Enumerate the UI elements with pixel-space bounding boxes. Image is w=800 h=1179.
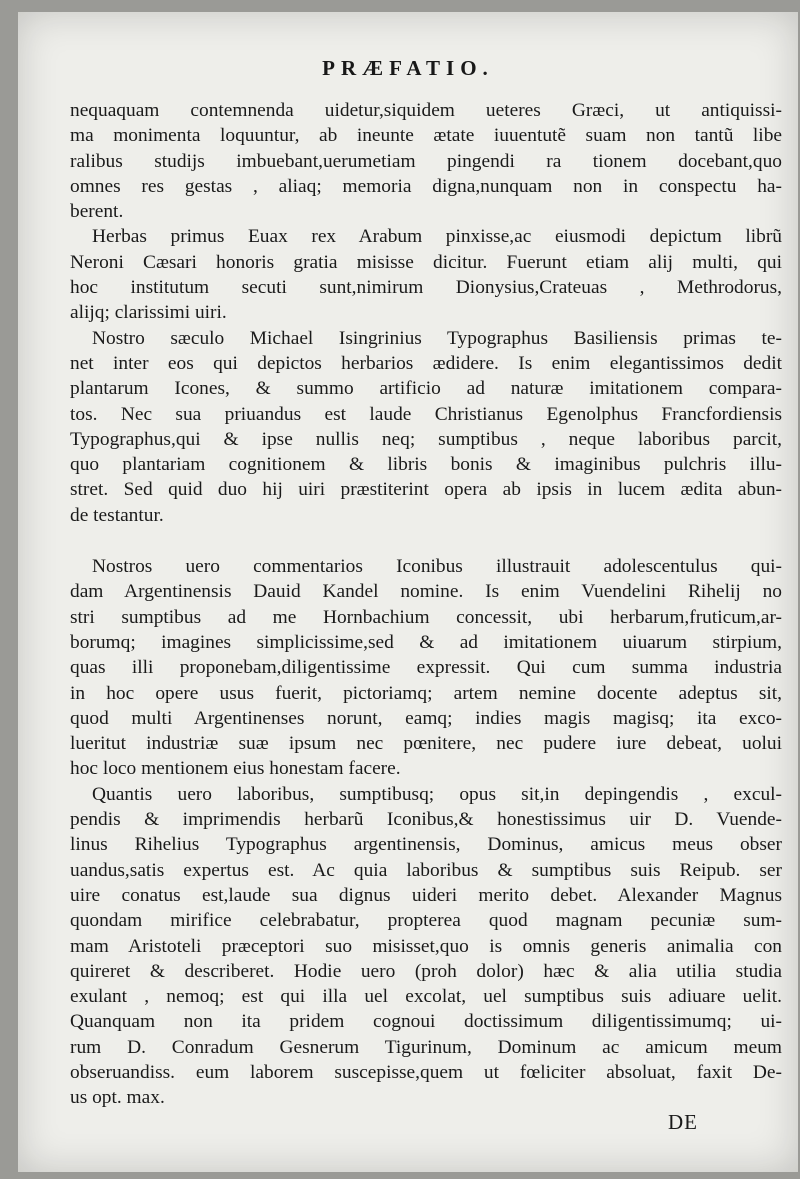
text-line: Typographus,qui & ipse nullis neq; sumptibus , neque laboribus parcit, xyxy=(70,428,782,450)
text-line: Nostro sæculo Michael Isingrinius Typographus Basiliensis primas te- xyxy=(92,327,782,349)
text-line: de testantur. xyxy=(70,504,164,526)
text-line: Neroni Cæsari honoris gratia misisse dicitur. Fuerunt etiam alij multi, qui xyxy=(70,251,782,273)
text-line: plantarum Icones, & summo artificio ad naturæ imitationem comparа- xyxy=(70,378,782,400)
text-line: linus Rihelius Typographus argentinensis, Dominus, amicus meus obser xyxy=(70,834,782,856)
text-line: Quanquam non ita pridem cognoui doctissimum diligentissimumq; ui- xyxy=(70,1011,782,1033)
text-line: us opt. max. xyxy=(70,1087,165,1109)
text-line: rum D. Conradum Gesnerum Tigurinum, Dominum ac amicum meum xyxy=(70,1036,782,1058)
text-line: hoc institutum secuti sunt,nimirum Dionysius,Crateuas , Methrodorus, xyxy=(70,277,782,299)
text-line: omnes res gestas , aliaq; memoria digna,nunquam non in conspectu ha- xyxy=(70,175,782,197)
text-line: dam Argentinensis Dauid Kandel nomine. Is enim Vuendelini Rihelij no xyxy=(70,581,782,603)
text-line: uandus,satis expertus est. Ac quia laboribus & sumptibus suis Reipub. ser xyxy=(70,859,782,881)
text-line: pendis & imprimendis herbarũ Iconibus,& honestissimus uir D. Vuende- xyxy=(70,809,782,831)
text-line: berent. xyxy=(70,201,124,223)
text-line: mam Aristoteli præceptori suo misisset,quo is omnis generis animalia con xyxy=(70,935,782,957)
text-line: stret. Sed quid duo hij uiri præstiterint opera ab ipsis in lucem ædita abun- xyxy=(70,479,782,501)
text-line: quas illi proponebam,diligentissime expressit. Qui cum summa industria xyxy=(70,657,782,679)
catchword: DE xyxy=(668,1110,698,1134)
text-body xyxy=(70,98,782,1111)
paragraph xyxy=(70,554,782,782)
text-line: in hoc opere usus fuerit, pictoriamq; artem nemine docente adeptus sit, xyxy=(70,682,782,704)
paragraph xyxy=(70,326,782,528)
text-line: obseruandiss. eum laborem suscepisse,quem ut fœliciter absoluat, faxit De- xyxy=(70,1061,782,1083)
book-page xyxy=(18,12,798,1172)
running-header: PRÆFATIO. xyxy=(322,56,494,80)
text-line: quireret & describeret. Hodie uero (proh dolor) hæc & alia utilia studia xyxy=(70,960,782,982)
text-line: uire conatus est,laude sua dignus uideri merito debet. Alexander Magnus xyxy=(70,884,782,906)
text-line: tos. Nec sua priuandus est laude Christianus Egenolphus Francfordiensis xyxy=(70,403,782,425)
text-line: stri sumptibus ad me Hornbachium concessit, ubi herbarum,fruticum,ar- xyxy=(70,606,782,628)
paragraph xyxy=(70,782,782,1111)
text-line: ma monimenta loquuntur, ab ineunte ætate iuuentutẽ suam non tantũ libe xyxy=(70,125,782,147)
text-line: net inter eos qui depictos herbarios ædidere. Is enim elegantissimos dedit xyxy=(70,352,782,374)
paragraph-gap xyxy=(70,528,782,554)
text-line: Quantis uero laboribus, sumptibusq; opus sit,in depingendis , excul- xyxy=(92,783,782,805)
text-line: Herbas primus Euax rex Arabum pinxisse,ac eiusmodi depictum librũ xyxy=(92,226,782,248)
text-line: ralibus studijs imbuebant,uerumetiam pingendi ra tionem docebant,quo xyxy=(70,150,782,172)
text-line: borumq; imagines simplicissime,sed & ad imitationem uiuarum stirpium, xyxy=(70,631,782,653)
text-line: quod multi Argentinenses norunt, eamq; indies magis magisq; ita exco- xyxy=(70,707,782,729)
text-line: alijq; clarissimi uiri. xyxy=(70,302,227,324)
text-line: hoc loco mentionem eius honestam facere. xyxy=(70,758,401,780)
text-line: lueritut industriæ suæ ipsum nec pœnitere, nec pudere iure debeat, uolui xyxy=(70,733,782,755)
text-line: quo plantariam cognitionem & libris bonis & imaginibus pulchris illu- xyxy=(70,454,782,476)
paragraph xyxy=(70,224,782,325)
text-line: quondam mirifice celebrabatur, propterea quod magnam pecuniæ sum- xyxy=(70,910,782,932)
text-line: Nostros uero commentarios Iconibus illustrauit adolescentulus qui- xyxy=(92,556,782,578)
text-line: nequaquam contemnenda uidetur,siquidem ueteres Græci, ut antiquissi- xyxy=(70,100,782,121)
paragraph xyxy=(70,98,782,224)
text-line: exulant , nemoq; est qui illa uel excolat, uel sumptibus suis adiuare uelit. xyxy=(70,986,782,1008)
